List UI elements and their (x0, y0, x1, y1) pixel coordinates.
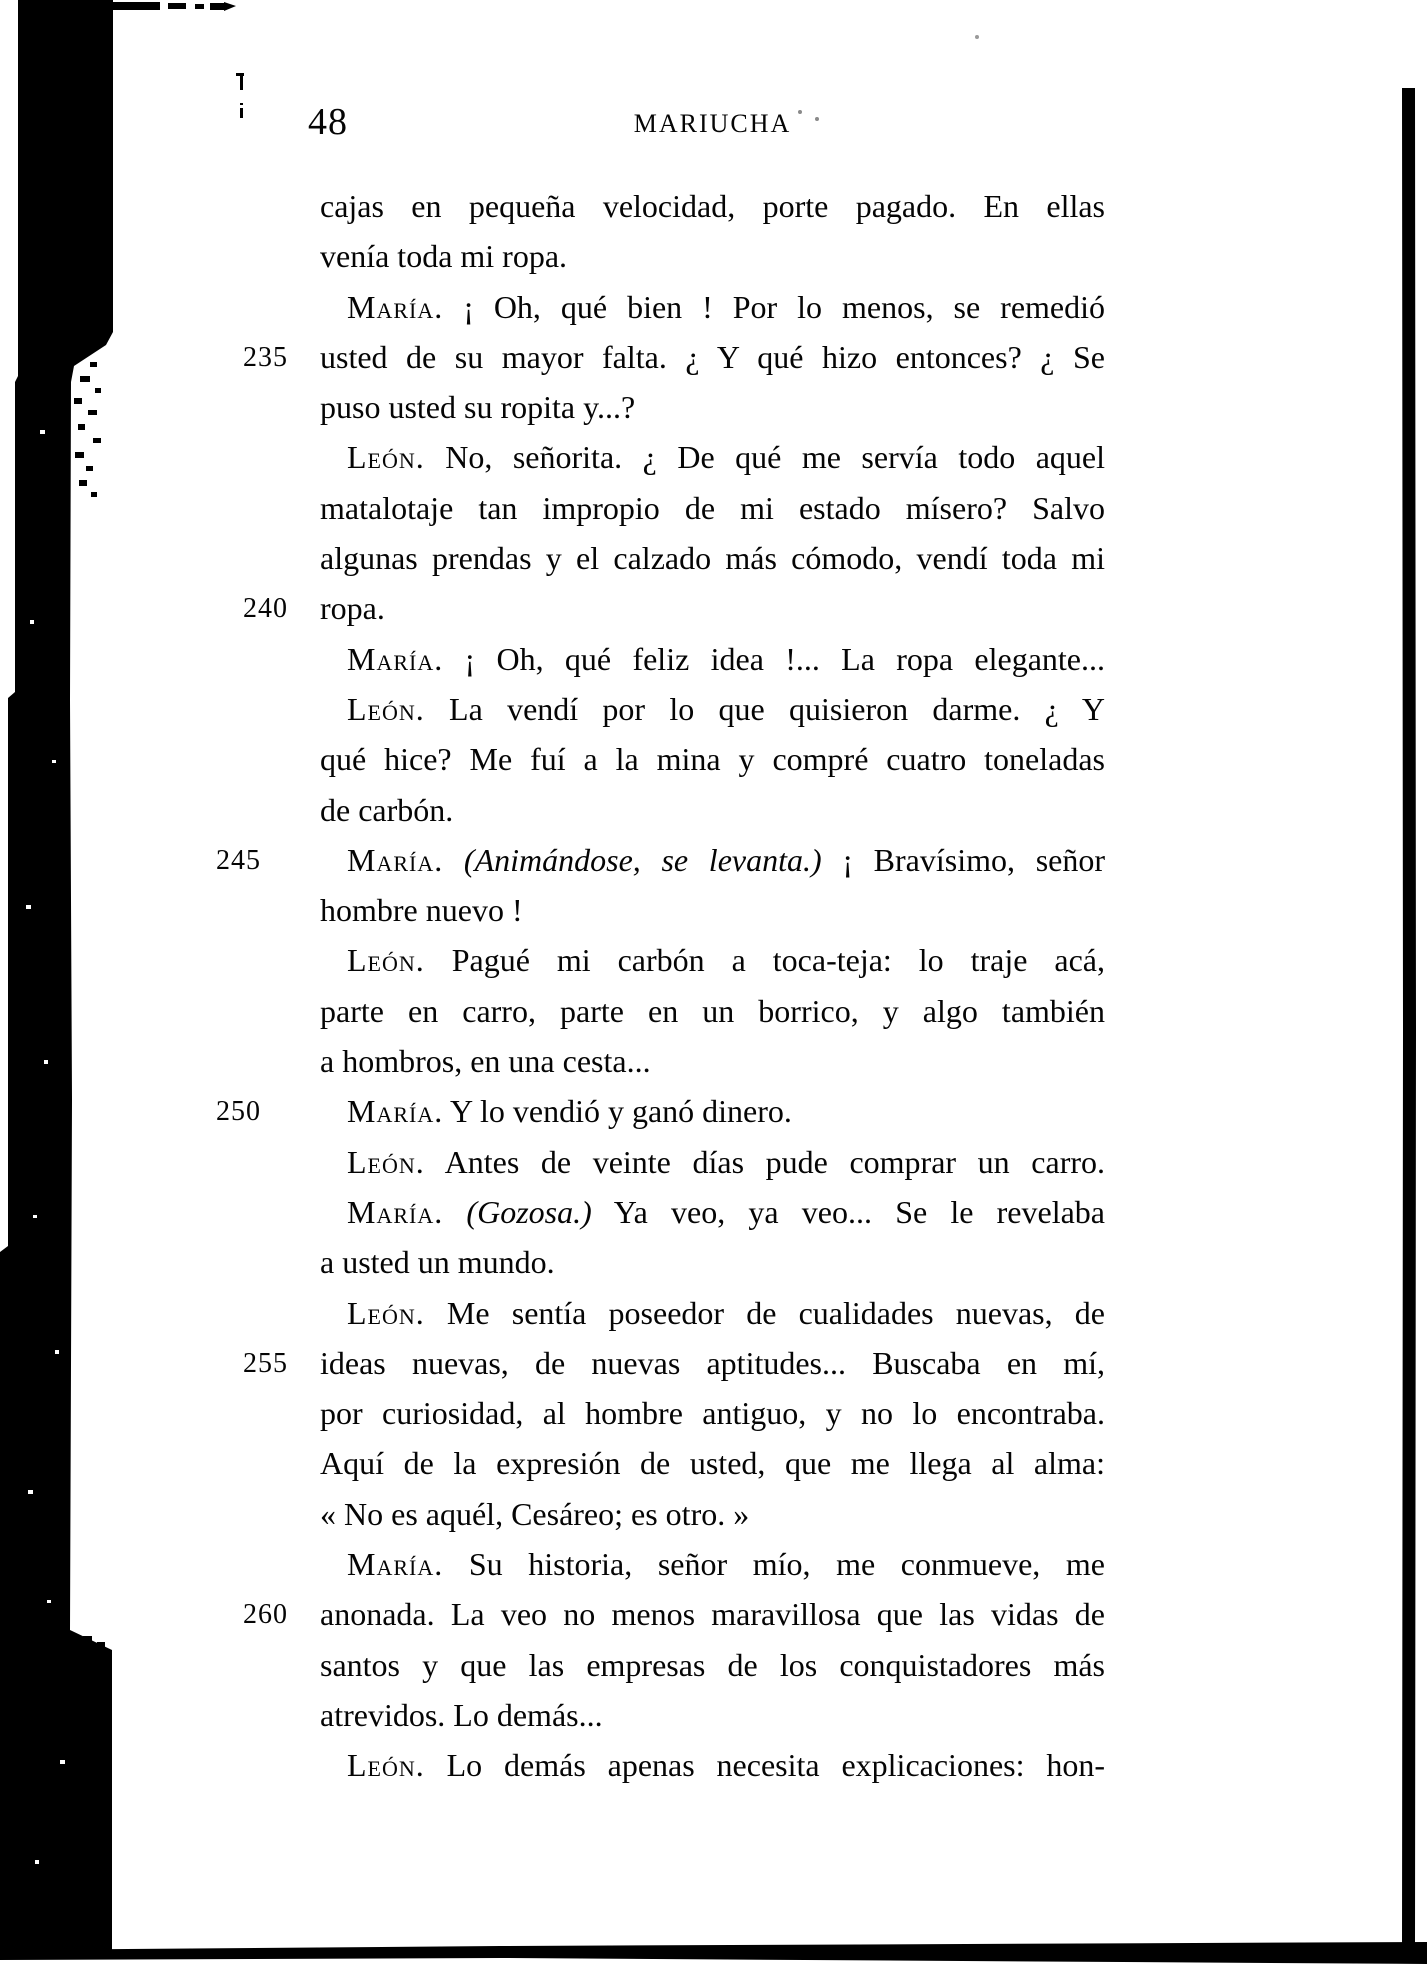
dialogue-text: ¡ Bravísimo, señor (821, 841, 1106, 878)
text-line (320, 684, 1105, 734)
stage-direction: (Animándose, se levanta.) (463, 841, 822, 878)
dialogue-text: La vendí por lo que quisieron darme. ¿ Y (424, 690, 1105, 727)
text-line (320, 231, 1105, 281)
text-block (216, 181, 1106, 1791)
dialogue-text: No, señorita. ¿ De qué me servía todo aquel (424, 439, 1105, 476)
text-line (320, 1640, 1105, 1690)
dialogue-text: anonada. La veo no menos maravillosa que las vidas de (320, 1596, 1105, 1633)
dialogue-text: ropa. (320, 590, 385, 627)
line-number: 240 (243, 593, 288, 625)
line-number: 235 (243, 341, 288, 373)
dialogue-text: santos y que las empresas de los conquistadores más (320, 1646, 1105, 1683)
text-line (243, 332, 1105, 382)
running-title: MARIUCHA (633, 109, 792, 138)
left-bar-speckles (74, 350, 105, 1650)
speaker-name: León. (347, 1143, 425, 1180)
dialogue-text: ¡ Oh, qué feliz idea !... La ropa elegante... (443, 640, 1105, 677)
text-line (216, 1086, 1105, 1136)
text-line (320, 885, 1105, 935)
text-line (320, 282, 1105, 332)
top-dashed-line (65, 2, 236, 11)
line-number: 245 (216, 844, 261, 876)
text-line (320, 1237, 1105, 1287)
speaker-name: María. (347, 841, 444, 878)
dialogue-text: Ya veo, ya veo... Se le revelaba (591, 1193, 1106, 1230)
dialogue-text: « No es aquél, Cesáreo; es otro. » (320, 1495, 750, 1532)
line-number: 260 (243, 1599, 288, 1631)
dialogue-text: Su historia, señor mío, me conmueve, me (443, 1546, 1105, 1583)
text-line (320, 1690, 1105, 1740)
text-line (320, 986, 1105, 1036)
text-line (320, 181, 1105, 231)
left-bar-white-specks (26, 430, 65, 1864)
text-line (320, 1740, 1105, 1790)
dialogue-text: a hombros, en una cesta... (320, 1043, 651, 1080)
dialogue-text: qué hice? Me fuí a la mina y compré cuatro toneladas (320, 741, 1105, 778)
dialogue-text: cajas en pequeña velocidad, porte pagado. En ellas (320, 188, 1105, 224)
text-line (243, 1589, 1105, 1639)
dialogue-text: Antes de veinte días pude comprar un carro. (424, 1143, 1105, 1180)
text-line (320, 734, 1105, 784)
dialogue-text: a usted un mundo. (320, 1244, 555, 1281)
text-line (320, 1187, 1105, 1237)
dialogue-text: atrevidos. Lo demás... (320, 1696, 603, 1733)
page-header (308, 100, 1105, 146)
dialogue-text: por curiosidad, al hombre antiguo, y no lo encontraba. (320, 1395, 1105, 1432)
text-line (320, 634, 1105, 684)
text-line (320, 382, 1105, 432)
dialogue-text: parte en carro, parte en un borrico, y algo también (320, 992, 1105, 1029)
line-number: 250 (216, 1096, 261, 1128)
dialogue-text: venía toda mi ropa. (320, 238, 568, 275)
left-scan-bar (0, 0, 113, 1950)
dialogue-text: hombre nuevo ! (320, 892, 523, 929)
bottom-scan-bar (0, 1942, 1427, 1964)
page-number: 48 (308, 101, 348, 143)
dialogue-text: Lo demás apenas necesita explicaciones: hon- (424, 1747, 1105, 1784)
text-line (320, 1539, 1105, 1589)
dialogue-text: usted de su mayor falta. ¿ Y qué hizo entonces? ¿ Se (320, 338, 1105, 375)
speaker-name: León. (347, 690, 425, 727)
stray-ink-marks (236, 73, 244, 118)
speaker-name: María. (347, 1193, 444, 1230)
text-line (320, 785, 1105, 835)
speaker-name: León. (347, 439, 425, 476)
speaker-name: María. (347, 1546, 444, 1583)
speaker-name: León. (347, 1294, 425, 1331)
text-line (320, 935, 1105, 985)
text-line (320, 1036, 1105, 1086)
dialogue-text: ideas nuevas, de nuevas aptitudes... Buscaba en mí, (320, 1344, 1105, 1381)
text-line (216, 835, 1106, 885)
text-line (320, 1137, 1105, 1187)
dialogue-text (443, 1194, 466, 1230)
text-line (320, 1288, 1105, 1338)
text-line (320, 1489, 1105, 1539)
line-number: 255 (243, 1347, 288, 1379)
dialogue-text: algunas prendas y el calzado más cómodo, vendí toda mi (320, 540, 1105, 577)
text-line (320, 1438, 1105, 1488)
speaker-name: María. (347, 640, 444, 677)
text-line (320, 432, 1105, 482)
dialogue-text: ¡ Oh, qué bien ! Por lo menos, se remedió (443, 288, 1105, 325)
dialogue-text (443, 842, 464, 878)
page-speck (975, 35, 979, 39)
dialogue-text: puso usted su ropita y...? (320, 389, 636, 426)
text-line (320, 533, 1105, 583)
dialogue-text: Aquí de la expresión de usted, que me llega al alma: (320, 1445, 1105, 1482)
stage-direction: (Gozosa.) (466, 1193, 592, 1230)
text-line (320, 1388, 1105, 1438)
text-line (243, 583, 1105, 633)
text-line (320, 483, 1105, 533)
dialogue-text: matalotaje tan impropio de mi estado mísero? Salvo (320, 489, 1105, 526)
right-scan-bar (1402, 88, 1416, 1950)
speaker-name: María. (347, 1093, 444, 1130)
dialogue-text: Me sentía poseedor de cualidades nuevas, de (424, 1294, 1105, 1331)
dialogue-text: Pagué mi carbón a toca-teja: lo traje acá, (424, 942, 1105, 979)
text-line (243, 1338, 1105, 1388)
speaker-name: León. (347, 1747, 425, 1784)
dialogue-text: Y lo vendió y ganó dinero. (443, 1093, 792, 1130)
speaker-name: León. (347, 942, 425, 979)
speaker-name: María. (347, 288, 444, 325)
dialogue-text: de carbón. (320, 791, 454, 828)
